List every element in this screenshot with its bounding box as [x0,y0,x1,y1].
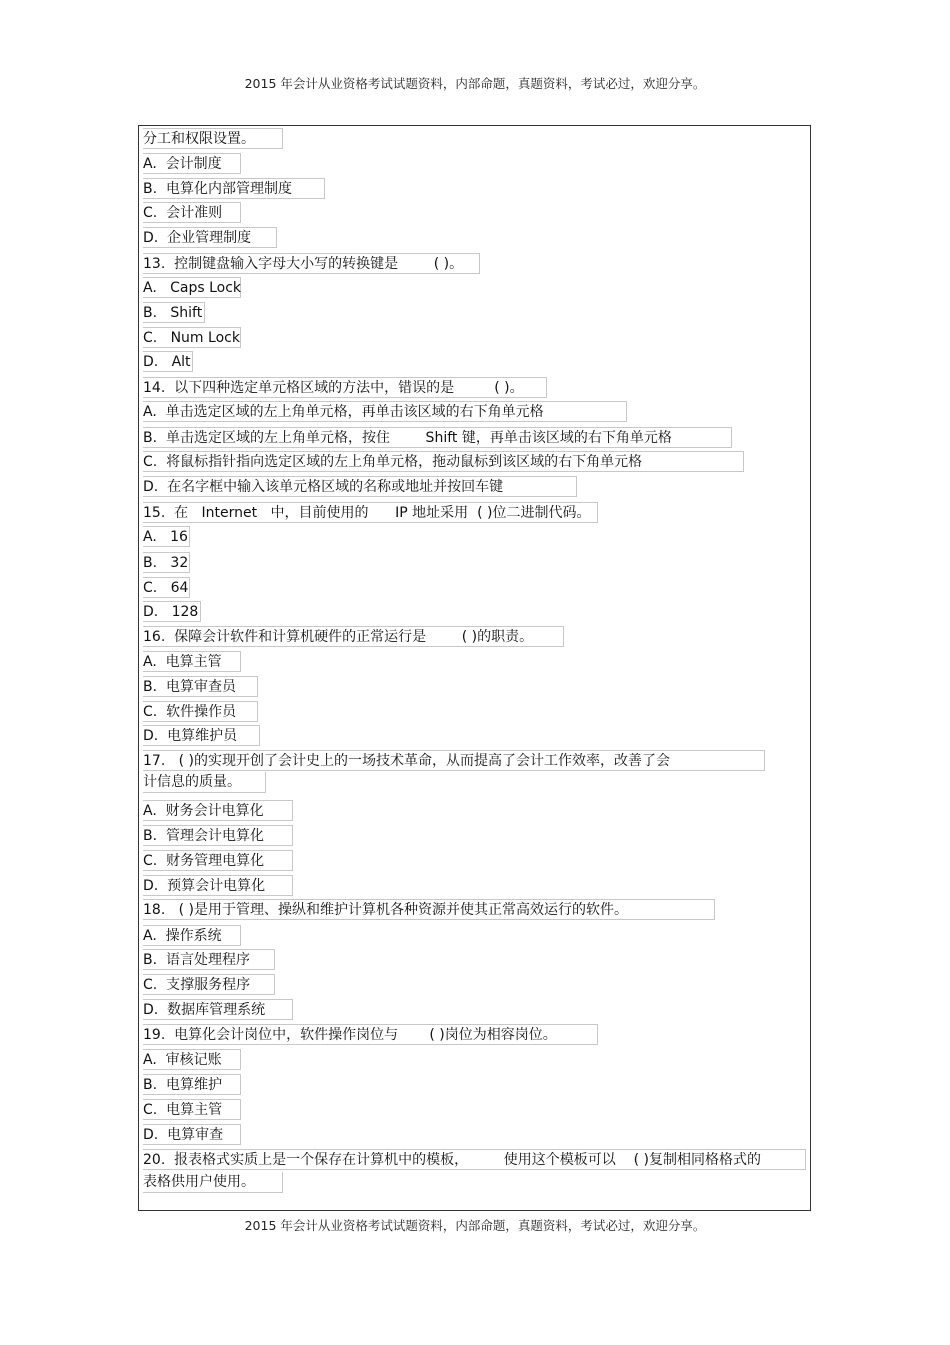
option-line: B. Shift [143,302,205,323]
option-line: B. 管理会计电算化 [143,825,293,846]
option-line: C. 64 [143,577,190,598]
question-line: 15. 在 Internet 中，目前使用的 IP 地址采用 ( )位二进制代码。 [143,502,598,523]
question-line: 20. 报表格式实质上是一个保存在计算机中的模板， 使用这个模板可以 ( )复制相同格格式的 [143,1149,806,1170]
option-line: A. 审核记账 [143,1049,241,1070]
question-line: 19. 电算化会计岗位中，软件操作岗位与 ( )岗位为相容岗位。 [143,1024,598,1045]
option-line: D. 128 [143,601,201,622]
question-line: 16. 保障会计软件和计算机硬件的正常运行是 ( )的职责。 [143,626,564,647]
page-header: 2015 年会计从业资格考试试题资料，内部命题，真题资料，考试必过，欢迎分享。 [244,76,706,91]
question-line: 计信息的质量。 [143,772,266,793]
page-footer: 2015 年会计从业资格考试试题资料，内部命题，真题资料，考试必过，欢迎分享。 [244,1218,706,1233]
option-line: B. 电算化内部管理制度 [143,178,325,199]
option-line: D. 电算审查 [143,1124,241,1145]
question-line: 17. ( )的实现开创了会计史上的一场技术革命，从而提高了会计工作效率，改善了会 [143,750,765,771]
option-line: D. 数据库管理系统 [143,999,293,1020]
option-line: D. 在名字框中输入该单元格区域的名称或地址并按回车键 [143,476,577,497]
option-line: A. Caps Lock [143,277,241,298]
option-line: A. 单击选定区域的左上角单元格，再单击该区域的右下角单元格 [143,401,627,422]
option-line: B. 语言处理程序 [143,949,275,970]
option-line: A. 电算主管 [143,651,241,672]
option-line: B. 电算审查员 [143,676,258,697]
option-line: A. 操作系统 [143,925,241,946]
text-line: 分工和权限设置。 [143,128,283,149]
option-line: D. 企业管理制度 [143,227,277,248]
option-line: A. 16 [143,526,190,547]
question-line: 18. ( )是用于管理、操纵和维护计算机各种资源并使其正常高效运行的软件。 [143,899,715,920]
option-line: D. 电算维护员 [143,725,260,746]
option-line: A. 会计制度 [143,153,241,174]
option-line: D. Alt [143,351,193,372]
question-line: 表格供用户使用。 [143,1172,283,1193]
option-line: D. 预算会计电算化 [143,875,293,896]
option-line: A. 财务会计电算化 [143,800,293,821]
option-line: C. 软件操作员 [143,701,258,722]
option-line: C. 电算主管 [143,1099,241,1120]
option-line: C. 将鼠标指针指向选定区域的左上角单元格，拖动鼠标到该区域的右下角单元格 [143,451,744,472]
option-line: C. 会计准则 [143,202,241,223]
option-line: C. Num Lock [143,327,241,348]
option-line: B. 32 [143,552,190,573]
question-line: 13. 控制键盘输入字母大小写的转换键是 ( )。 [143,253,480,274]
option-line: B. 单击选定区域的左上角单元格，按住 Shift 键，再单击该区域的右下角单元格 [143,427,732,448]
question-line: 14. 以下四种选定单元格区域的方法中，错误的是 ( )。 [143,377,547,398]
option-line: C. 支撑服务程序 [143,974,275,995]
option-line: B. 电算维护 [143,1074,241,1095]
option-line: C. 财务管理电算化 [143,850,293,871]
